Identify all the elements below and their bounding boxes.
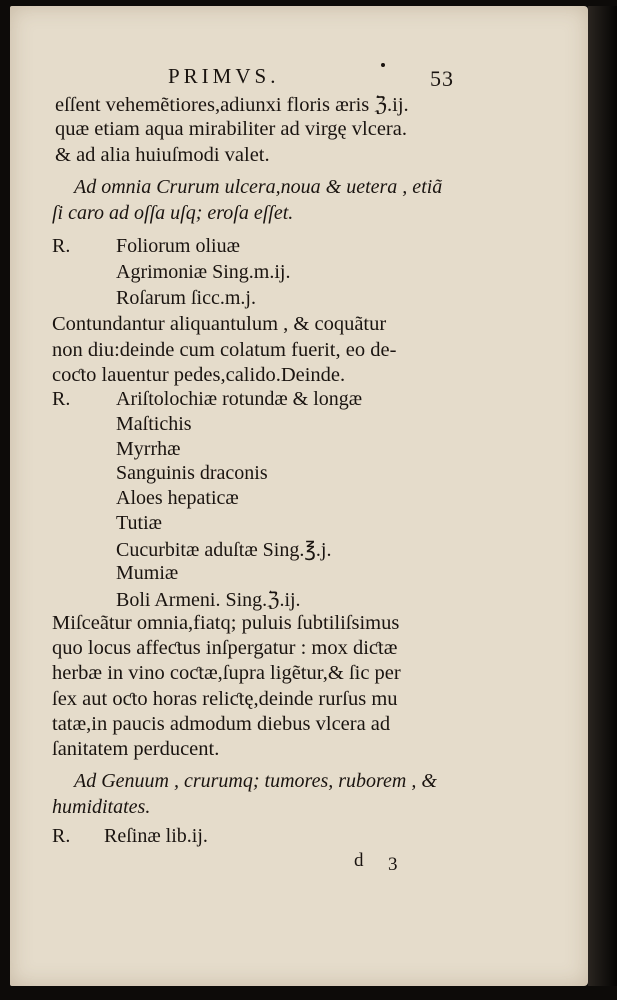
text-line: quæ etiam aqua mirabiliter ad virgę vlcera.	[55, 118, 407, 140]
text-line: herbæ in vino coƈtæ,ſupra ligẽtur,& ſic per	[52, 662, 401, 684]
text-line: ſanitatem perducent.	[52, 738, 220, 760]
ingredient-line: Reſinæ lib.ij.	[104, 825, 208, 847]
recipe-heading: humiditates.	[52, 796, 151, 818]
text-line: quo locus affeƈtus inſpergatur : mox diƈtæ	[52, 637, 398, 659]
recipe-heading: ſi caro ad oſſa uſq; eroſa eſſet.	[52, 202, 294, 224]
page-edge-shadow	[588, 6, 617, 986]
ingredient-line: Tutiæ	[116, 512, 162, 534]
recipe-mark: R.	[52, 825, 71, 847]
recipe-heading: Ad Genuum , crurumq; tumores, ruborem , &	[74, 770, 437, 792]
signature-letter: d	[354, 850, 364, 871]
ingredient-line: Agrimoniæ Sing.m.ij.	[116, 261, 291, 283]
ingredient-line: Aloes hepaticæ	[116, 487, 239, 509]
text-line: Miſceãtur omnia,fiatq; puluis ſubtiliſsimus	[52, 612, 400, 634]
text-line: non diu:deinde cum colatum fuerit, eo de-	[52, 339, 397, 361]
ingredient-line: Foliorum oliuæ	[116, 235, 240, 257]
ingredient-line: Mumiæ	[116, 562, 179, 584]
page-number: 53	[430, 66, 454, 91]
ingredient-line: Ariſtolochiæ rotundæ & longæ	[116, 388, 363, 410]
text-line: & ad alia huiuſmodi valet.	[55, 144, 270, 166]
running-title: PRIMVS.	[168, 64, 280, 88]
text-line: coƈto lauentur pedes,calido.Deinde.	[52, 364, 346, 386]
ingredient-line: Maſtichis	[116, 413, 192, 435]
ink-speck	[381, 63, 385, 67]
recipe-mark: R.	[52, 388, 71, 410]
text-line: Contundantur aliquantulum , & coquãtur	[52, 313, 387, 335]
text-line: ſex aut oƈto horas reliƈtę,deinde rurſus mu	[52, 688, 398, 710]
recipe-mark: R.	[52, 235, 71, 257]
text-line: tatæ,in paucis admodum diebus vlcera ad	[52, 713, 391, 735]
recipe-heading: Ad omnia Crurum ulcera,noua & uetera , etiã	[74, 176, 443, 198]
text-line: eſſent vehemẽtiores,adiunxi floris æris ℨ.ij.	[55, 94, 409, 116]
ingredient-line: Sanguinis draconis	[116, 462, 268, 484]
ingredient-line: Boli Armeni. Sing.ℨ.ij.	[116, 589, 301, 611]
signature-number: 3	[388, 854, 398, 875]
ingredient-line: Myrrhæ	[116, 438, 181, 460]
ingredient-line: Roſarum ſicc.m.j.	[116, 287, 256, 309]
ingredient-line: Cucurbitæ aduſtæ Sing.℥.j.	[116, 539, 332, 561]
